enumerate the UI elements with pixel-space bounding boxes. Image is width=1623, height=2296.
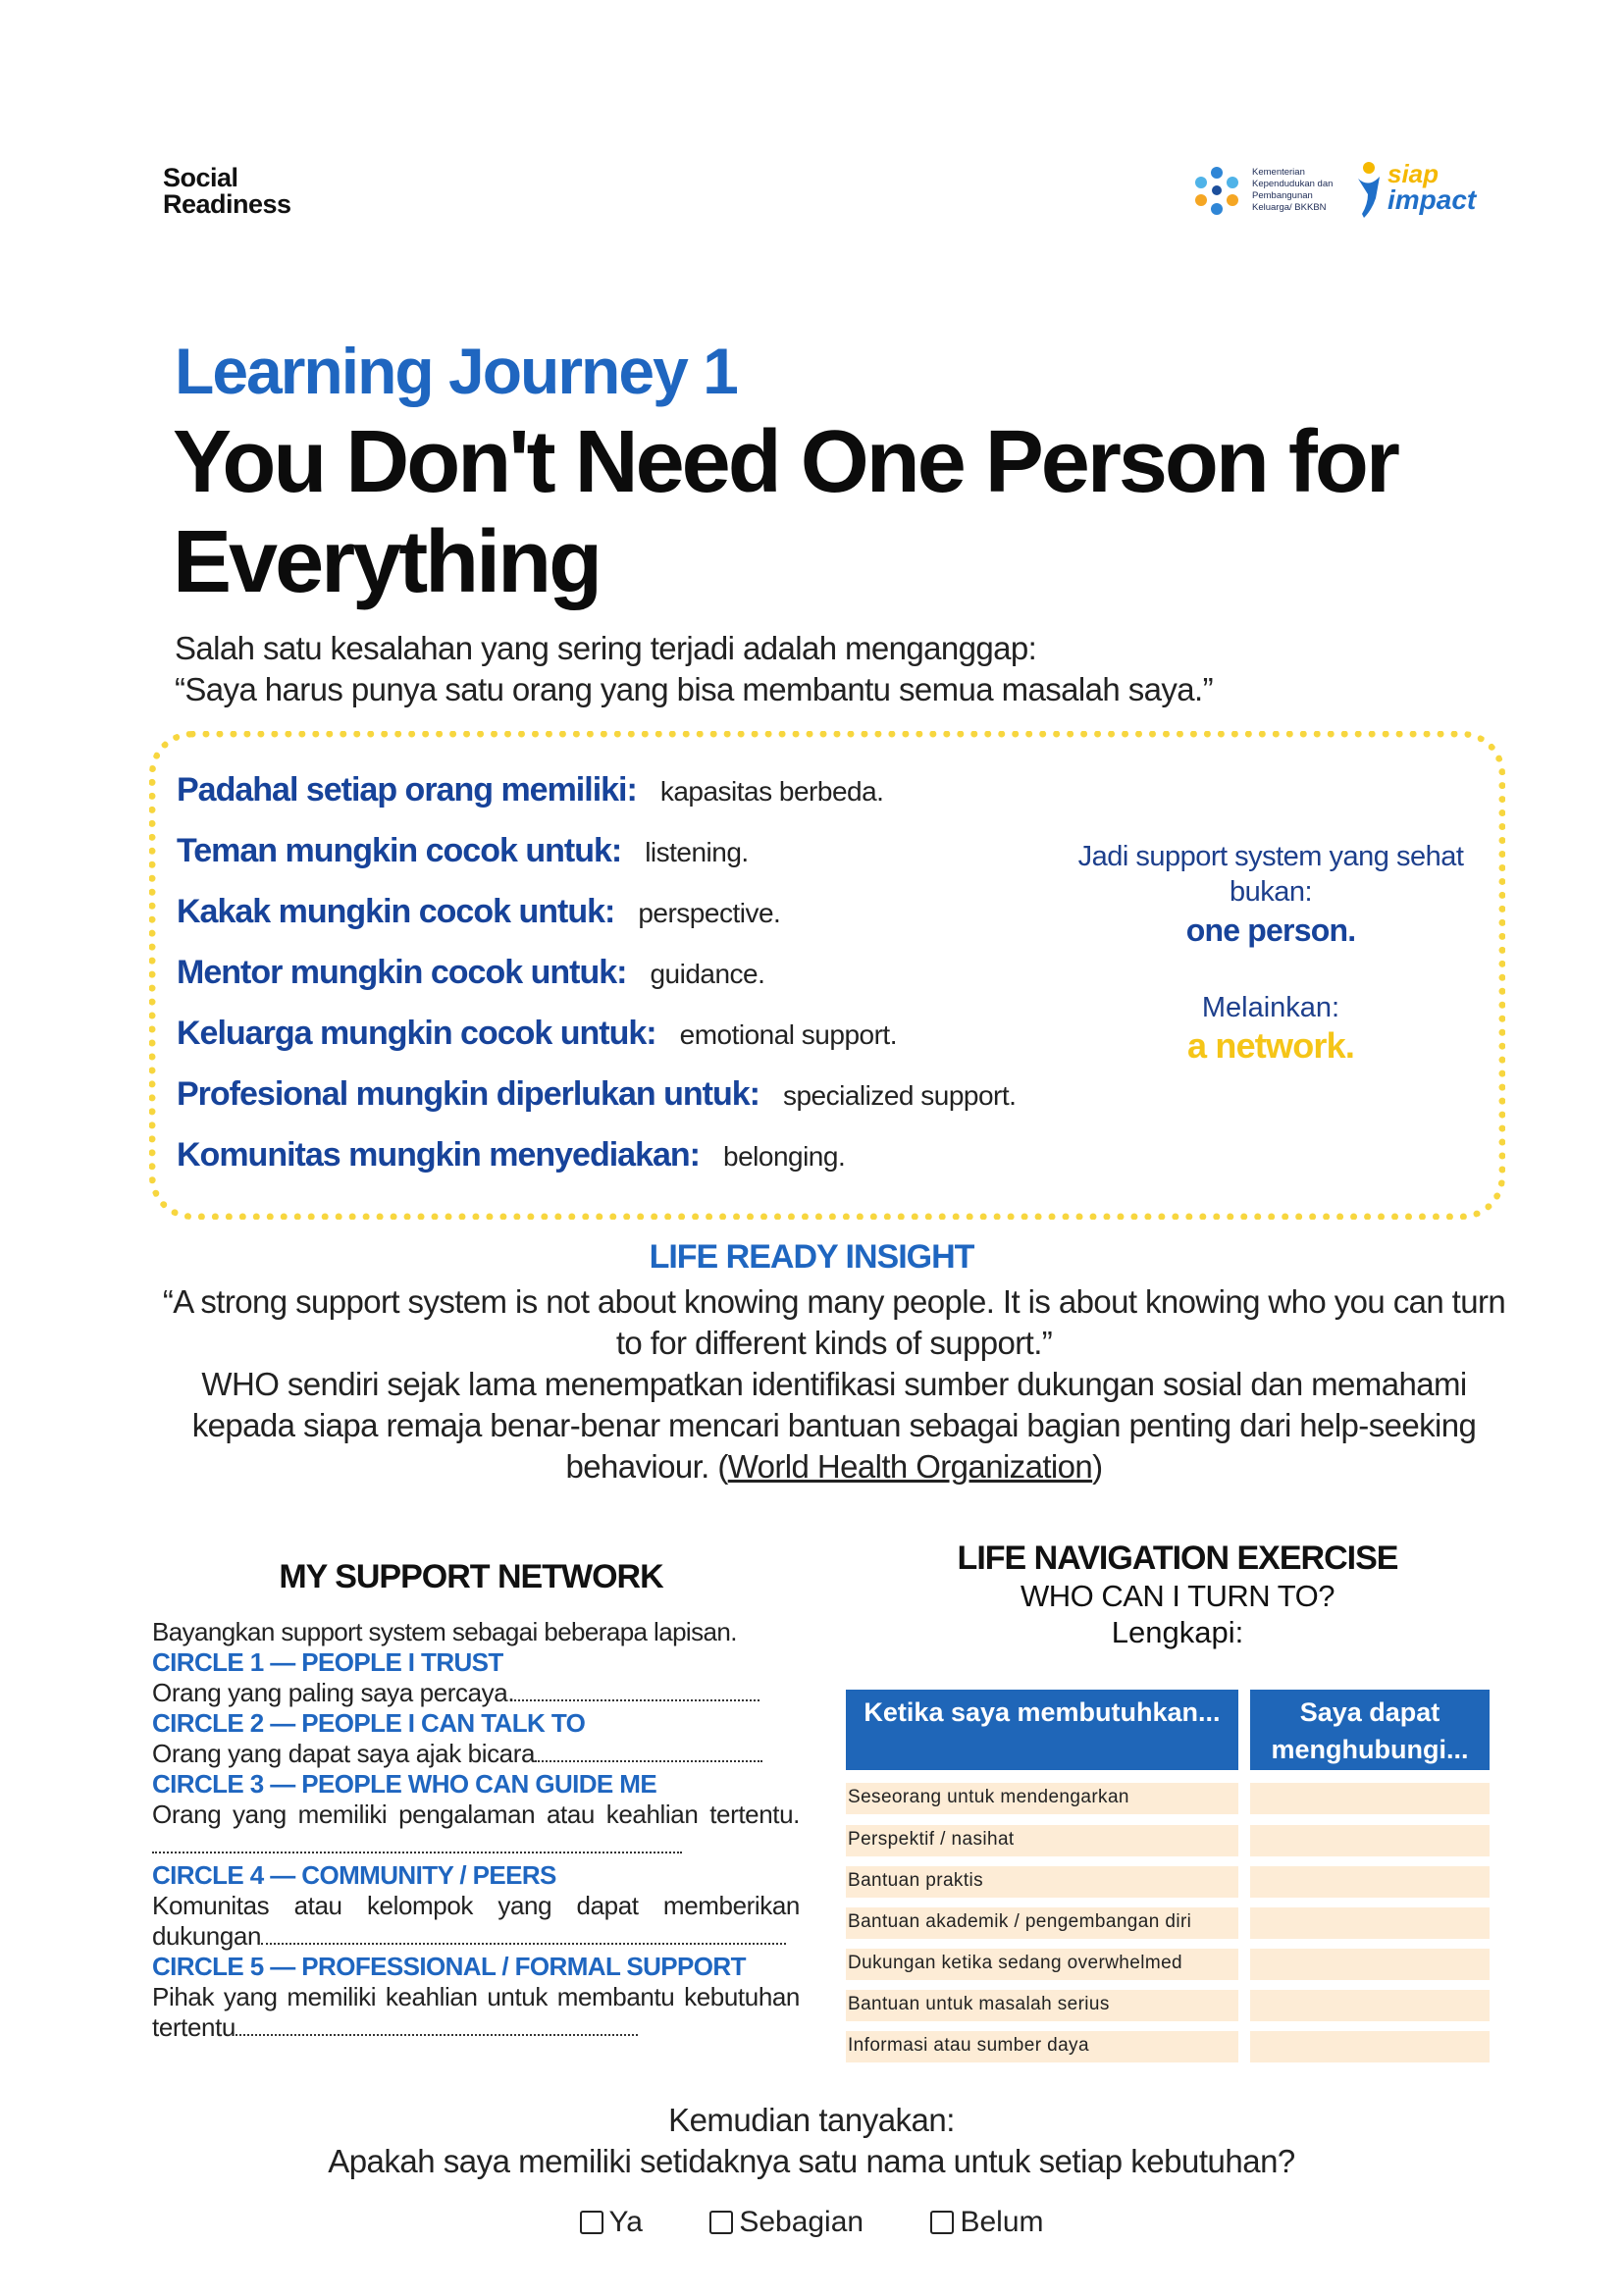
table-row-contact-field[interactable] <box>1250 1949 1490 1980</box>
checkbox-icon[interactable] <box>709 2211 733 2234</box>
circle-desc <box>152 1678 800 1708</box>
insight-text <box>157 1364 1511 1487</box>
support-row <box>177 1136 845 1183</box>
circle-title: CIRCLE 2 — PEOPLE I CAN TALK TO <box>152 1708 586 1738</box>
intro-text <box>175 628 1213 710</box>
support-row <box>177 1075 1016 1122</box>
support-row <box>177 954 764 1001</box>
exercise-header <box>844 1539 1511 1650</box>
option-ya[interactable] <box>580 2206 643 2239</box>
circle-desc-text: Orang yang memiliki pengalaman atau keahlian tertentu. <box>152 1800 800 1829</box>
support-row <box>177 1015 897 1062</box>
table-row-need: Bantuan praktis <box>846 1866 1238 1898</box>
ministry-logo-icon <box>1187 159 1246 222</box>
brand-label <box>163 165 291 218</box>
circle-desc <box>152 1800 800 1860</box>
callout-line-1: Jadi support system yang sehat bukan: <box>1077 841 1464 908</box>
support-row-value: listening. <box>645 837 749 867</box>
table-row-contact-field[interactable] <box>1250 2031 1490 2062</box>
table-row-need: Informasi atau sumber daya <box>846 2031 1238 2062</box>
logos <box>1187 157 1482 226</box>
question-line-1: Kemudian tanyakan: <box>668 2102 955 2138</box>
fill-line[interactable] <box>152 1848 682 1853</box>
exercise-heading: LIFE NAVIGATION EXERCISE <box>957 1539 1398 1577</box>
table-row-contact-field[interactable] <box>1250 1990 1490 2021</box>
intro-line-2: “Saya harus punya satu orang yang bisa membantu semua masalah saya.” <box>175 671 1213 707</box>
page-title: You Don't Need One Person for Everything <box>173 413 1397 611</box>
support-row-label: Padahal setiap orang memiliki: <box>177 771 637 809</box>
support-row <box>177 832 749 879</box>
support-row-value: kapasitas berbeda. <box>659 776 884 807</box>
support-network-intro: Bayangkan support system sebagai beberapa lapisan. <box>152 1617 737 1646</box>
checkbox-icon[interactable] <box>580 2211 603 2234</box>
table-header-contact: Saya dapat menghubungi... <box>1250 1690 1490 1770</box>
fill-line[interactable] <box>535 1756 762 1762</box>
answer-options <box>0 2206 1623 2242</box>
who-link[interactable]: World Health Organization <box>727 1448 1093 1485</box>
support-row-value: guidance. <box>650 959 765 989</box>
table-row-need: Dukungan ketika sedang overwhelmed <box>846 1949 1238 1980</box>
fill-line[interactable] <box>261 1939 786 1945</box>
circle-desc-text: Orang yang dapat saya ajak bicara <box>152 1739 536 1768</box>
support-row <box>177 893 780 940</box>
circle-title: CIRCLE 1 — PEOPLE I TRUST <box>152 1647 503 1677</box>
table-row-need: Seseorang untuk mendengarkan <box>846 1783 1238 1814</box>
table-row-need: Perspektif / nasihat <box>846 1825 1238 1856</box>
support-row <box>177 771 883 818</box>
insight-heading: LIFE READY INSIGHT <box>649 1238 974 1276</box>
support-row-value: emotional support. <box>679 1019 897 1050</box>
callout-line-3: Melainkan: <box>1201 992 1340 1023</box>
option-sebagian[interactable] <box>709 2206 864 2239</box>
support-row-label: Teman mungkin cocok untuk: <box>177 832 622 869</box>
table-row-need: Bantuan akademik / pengembangan diri <box>846 1907 1238 1939</box>
callout-line-2: one person. <box>1185 913 1356 948</box>
question-line-2: Apakah saya memiliki setidaknya satu nama untuk setiap kebutuhan? <box>328 2143 1295 2179</box>
exercise-instruction: Lengkapi: <box>1111 1615 1244 1649</box>
support-row-value: belonging. <box>723 1141 846 1172</box>
circle-title: CIRCLE 4 — COMMUNITY / PEERS <box>152 1860 556 1890</box>
option-label: Sebagian <box>739 2206 864 2238</box>
fill-line[interactable] <box>236 2030 638 2036</box>
circle-title: CIRCLE 3 — PEOPLE WHO CAN GUIDE ME <box>152 1769 657 1799</box>
brand-line-2: Readiness <box>163 189 291 219</box>
option-label: Ya <box>608 2206 643 2238</box>
callout-line-4: a network. <box>1186 1025 1355 1066</box>
siap-impact-figure-icon <box>1352 159 1386 222</box>
circle-desc-text: Komunitas atau kelompok yang dapat memberikan dukungan <box>152 1891 800 1951</box>
table-row-contact-field[interactable] <box>1250 1907 1490 1939</box>
siap-wordmark: siap <box>1387 159 1440 188</box>
circle-desc <box>152 1982 800 2043</box>
table-row-need: Bantuan untuk masalah serius <box>846 1990 1238 2021</box>
impact-wordmark: impact <box>1387 184 1477 215</box>
insight-quote: “A strong support system is not about knowing many people. It is about knowing who you can turn to for different kinds of support.” <box>162 1283 1506 1361</box>
option-belum[interactable] <box>930 2206 1043 2239</box>
support-row-label: Mentor mungkin cocok untuk: <box>177 954 627 991</box>
table-row-contact-field[interactable] <box>1250 1825 1490 1856</box>
support-row-label: Keluarga mungkin cocok untuk: <box>177 1015 656 1052</box>
circle-desc <box>152 1739 800 1769</box>
table-row-contact-field[interactable] <box>1250 1783 1490 1814</box>
support-row-label: Kakak mungkin cocok untuk: <box>177 893 615 930</box>
network-callout <box>1045 839 1496 1067</box>
circle-desc-text: Pihak yang memiliki keahlian untuk membantu kebutuhan tertentu <box>152 1982 800 2042</box>
support-row-value: perspective. <box>638 898 781 928</box>
exercise-subheading: WHO CAN I TURN TO? <box>1021 1579 1335 1613</box>
intro-line-1: Salah satu kesalahan yang sering terjadi adalah menganggap: <box>175 630 1037 666</box>
support-row-label: Profesional mungkin diperlukan untuk: <box>177 1075 759 1113</box>
reflection-question <box>0 2100 1623 2182</box>
insight-text-body: WHO sendiri sejak lama menempatkan identifikasi sumber dukungan sosial dan memahami kepada siapa remaja benar-benar mencari bantuan sebagai bagian penting dari help-seeking behaviour. ( <box>191 1366 1477 1485</box>
table-header-need: Ketika saya membutuhkan... <box>846 1690 1238 1770</box>
option-label: Belum <box>960 2206 1044 2238</box>
support-row-label: Komunitas mungkin menyediakan: <box>177 1136 700 1174</box>
circle-desc-text: Orang yang paling saya percaya. <box>152 1678 515 1707</box>
learning-journey-kicker: Learning Journey 1 <box>175 335 737 407</box>
insight-close: ) <box>1092 1448 1103 1485</box>
brand-line-1: Social <box>163 163 238 192</box>
ministry-name: Kementerian Kependudukan dan Pembangunan Keluarga/ BKKBN <box>1252 167 1334 213</box>
circle-title: CIRCLE 5 — PROFESSIONAL / FORMAL SUPPORT <box>152 1952 746 1981</box>
insight-body <box>157 1281 1511 1487</box>
support-network-list <box>152 1617 800 2043</box>
support-row-value: specialized support. <box>782 1080 1017 1111</box>
fill-line[interactable] <box>514 1696 759 1701</box>
circle-desc <box>152 1891 800 1952</box>
checkbox-icon[interactable] <box>930 2211 954 2234</box>
table-row-contact-field[interactable] <box>1250 1866 1490 1898</box>
support-network-heading: MY SUPPORT NETWORK <box>279 1558 663 1595</box>
